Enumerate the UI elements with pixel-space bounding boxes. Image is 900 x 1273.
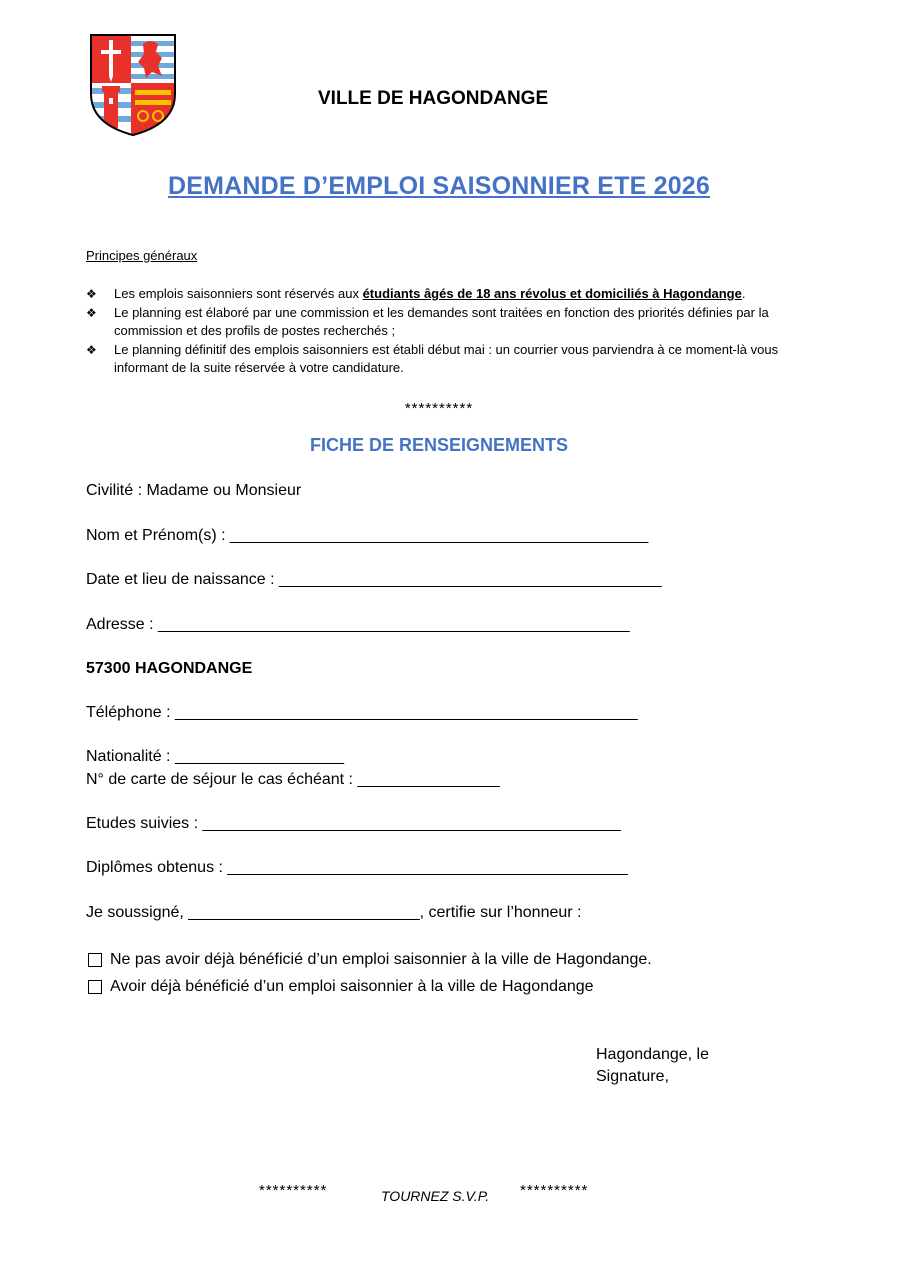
city-crest-logo <box>88 32 178 138</box>
checkbox-label: Ne pas avoir déjà bénéficié d’un emploi saisonnier à la ville de Hagondange. <box>110 951 652 968</box>
footer-stars-left: ********** <box>259 1182 328 1199</box>
adresse-field[interactable]: Adresse : _____________________________________________________ <box>86 616 630 633</box>
checkbox-label: Avoir déjà bénéficié d’un emploi saisonnier à la ville de Hagondange <box>110 978 594 995</box>
principles-heading: Principes généraux <box>86 248 198 263</box>
diamond-bullet-icon: ❖ <box>86 287 97 301</box>
list-item <box>86 304 806 341</box>
naissance-field[interactable]: Date et lieu de naissance : ___________________________________________ <box>86 571 662 588</box>
separator: ********** <box>404 400 474 417</box>
checkbox-icon[interactable] <box>88 953 102 967</box>
bullet-text-pre: Les emplois saisonniers sont réservés aux <box>114 286 363 301</box>
city-postal-code: 57300 HAGONDANGE <box>86 660 253 677</box>
soussigne-field[interactable]: Je soussigné, __________________________, certifie sur l’honneur : <box>86 904 582 921</box>
page-title: DEMANDE D’EMPLOI SAISONNIER ETE 2026 <box>167 172 711 200</box>
bullet-text: Le planning définitif des emplois saisonniers est établi début mai : un courrier vous parviendra à ce moment-là vous informant de la suite réservée à votre candidature. <box>114 341 779 375</box>
civilite-field: Civilité : Madame ou Monsieur <box>86 482 302 499</box>
nationalite-field[interactable]: Nationalité : ___________________ <box>86 748 345 765</box>
bullet-text-emphasis: étudiants âgés de 18 ans révolus et domiciliés à Hagondange <box>362 286 742 301</box>
list-item <box>86 341 806 378</box>
bullet-text-post: . <box>741 286 746 301</box>
footer-stars-right: ********** <box>520 1182 589 1199</box>
section-title: FICHE DE RENSEIGNEMENTS <box>309 435 569 455</box>
list-item <box>86 285 806 304</box>
bullet-text: Le planning est élaboré par une commission et les demandes sont traitées en fonction des priorités définies par la commission et des profils de postes recherchés ; <box>114 304 769 338</box>
principles-list <box>86 285 806 378</box>
footer-turn-over: TOURNEZ S.V.P. <box>381 1188 490 1204</box>
signature-place: Hagondange, le <box>596 1046 709 1063</box>
etudes-field[interactable]: Etudes suivies : _______________________________________________ <box>86 815 621 832</box>
signature-label: Signature, <box>596 1068 669 1085</box>
diamond-bullet-icon: ❖ <box>86 342 97 357</box>
checkbox-icon[interactable] <box>88 980 102 994</box>
nom-field[interactable]: Nom et Prénom(s) : _______________________________________________ <box>86 527 649 544</box>
checkbox-already-benefited[interactable] <box>86 978 594 996</box>
carte-sejour-field[interactable]: N° de carte de séjour le cas échéant : ________________ <box>86 771 500 788</box>
diamond-bullet-icon: ❖ <box>86 305 97 320</box>
diplomes-field[interactable]: Diplômes obtenus : _____________________________________________ <box>86 859 628 876</box>
checkbox-not-benefited[interactable] <box>86 951 652 969</box>
city-name: VILLE DE HAGONDANGE <box>318 88 549 109</box>
telephone-field[interactable]: Téléphone : ____________________________________________________ <box>86 704 638 721</box>
